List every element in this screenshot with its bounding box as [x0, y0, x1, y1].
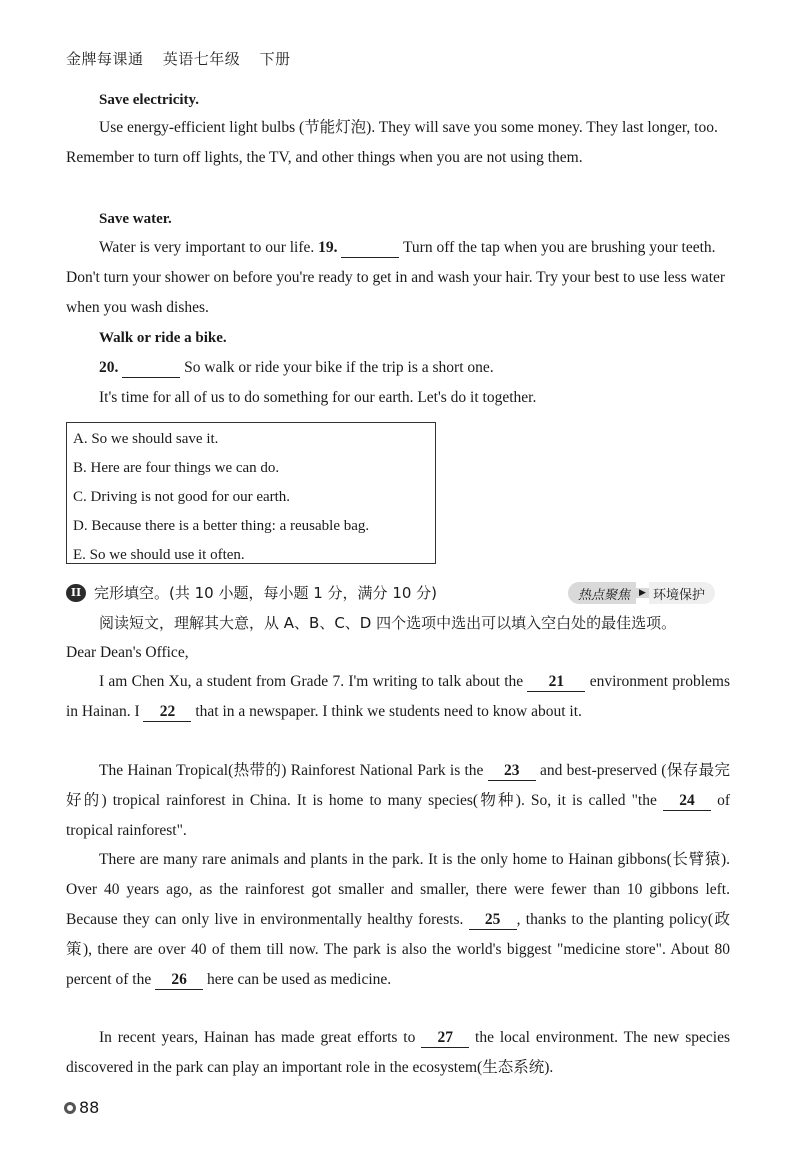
blank-23[interactable]: 23 — [488, 762, 536, 781]
text: environment problems in Hainan. I — [66, 673, 730, 720]
text: Turn off the tap when you are brushing your teeth. Don't turn your shower on before you're ready to get in and wash your hair. Try your best to use less water when you wash dishes. — [66, 239, 726, 316]
running-header — [66, 48, 305, 69]
question-20-number: 20. — [99, 359, 119, 376]
blank-27[interactable]: 27 — [421, 1029, 469, 1048]
section-title-text: 完形填空。(共 10 小题，每小题 1 分，满分 10 分) — [94, 584, 438, 602]
question-19-number: 19. — [318, 239, 338, 256]
blank-24[interactable]: 24 — [663, 792, 711, 811]
blank-26[interactable]: 26 — [155, 971, 203, 990]
tag-hot: 热点聚焦 — [568, 582, 636, 604]
letter-paragraph-3 — [66, 845, 730, 995]
option-c: C. Driving is not good for our earth. — [73, 489, 291, 505]
paragraph-conclusion: It's time for all of us to do something for our earth. Let's do it together. — [99, 389, 537, 406]
blank-19[interactable] — [341, 239, 399, 258]
heading-save-water: Save water. — [99, 211, 172, 227]
letter-paragraph-4 — [66, 1023, 730, 1083]
letter-paragraph-2 — [66, 756, 730, 846]
topic-tag — [568, 582, 715, 604]
text: of tropical rainforest". — [66, 792, 730, 839]
text: that in a newspaper. I think we students need to know about it. — [191, 703, 582, 720]
blank-20[interactable] — [122, 359, 180, 378]
text: The Hainan Tropical(热带的) Rainforest National Park is the — [99, 762, 488, 779]
blank-22[interactable]: 22 — [143, 703, 191, 722]
option-b: B. Here are four things we can do. — [73, 460, 280, 476]
page-number-text: 88 — [79, 1098, 100, 1117]
text: There are many rare animals and plants in the park. It is the only home to Hainan gibbons(长臂猿). Over 40 years ago, as the rainforest got smaller and smaller, there were fewer than 10 gibbons left. Because they can only live in environmentally healthy forests. — [66, 851, 730, 928]
options-box — [66, 422, 436, 564]
text: here can be used as medicine. — [203, 971, 392, 988]
text: In recent years, Hainan has made great efforts to — [99, 1029, 422, 1046]
paragraph-water — [66, 233, 730, 323]
page-number — [64, 1098, 99, 1117]
blank-25[interactable]: 25 — [469, 911, 517, 930]
instruction: 阅读短文，理解其大意，从 A、B、C、D 四个选项中选出可以填入空白处的最佳选项。 — [99, 614, 677, 632]
gear-icon — [64, 1102, 76, 1114]
heading-walk-or-ride: Walk or ride a bike. — [99, 330, 227, 346]
text: I am Chen Xu, a student from Grade 7. I'm writing to talk about the — [99, 673, 528, 690]
text: the local environment. The new species discovered in the park can play an important role in the ecosystem(生态系统). — [66, 1029, 730, 1076]
tag-topic: 环境保护 — [649, 582, 715, 604]
paragraph-electricity: Use energy-efficient light bulbs (节能灯泡). They will save you some money. They last longer, too. Remember to turn off lights, the TV, and other things when you are not using them. — [66, 119, 718, 166]
book-title: 金牌每课通 — [66, 50, 144, 68]
triangle-right-icon: ▶ — [636, 588, 649, 598]
letter-salutation: Dear Dean's Office, — [66, 644, 189, 661]
heading-save-electricity: Save electricity. — [99, 92, 199, 108]
option-e: E. So we should use it often. — [73, 547, 245, 563]
section-number-icon: II — [66, 584, 86, 602]
subject: 英语七年级 — [162, 50, 241, 68]
paragraph-walk — [66, 353, 730, 383]
option-d: D. Because there is a better thing: a reusable bag. — [73, 518, 370, 534]
text: Water is very important to our life. — [99, 239, 319, 256]
section-title — [66, 582, 437, 603]
letter-paragraph-1 — [66, 667, 730, 727]
blank-21[interactable]: 21 — [527, 673, 585, 692]
text: So walk or ride your bike if the trip is a short one. — [180, 359, 494, 376]
text: and best-preserved (保存最完好的) tropical rainforest in China. It is home to many species(物种). So, it is called "the — [66, 762, 730, 809]
text: , thanks to the planting policy(政策), there are over 40 of them till now. The park is also the world's biggest "medicine store". About 80 percent of the — [66, 911, 730, 988]
option-a: A. So we should save it. — [73, 431, 219, 447]
volume: 下册 — [259, 50, 291, 68]
